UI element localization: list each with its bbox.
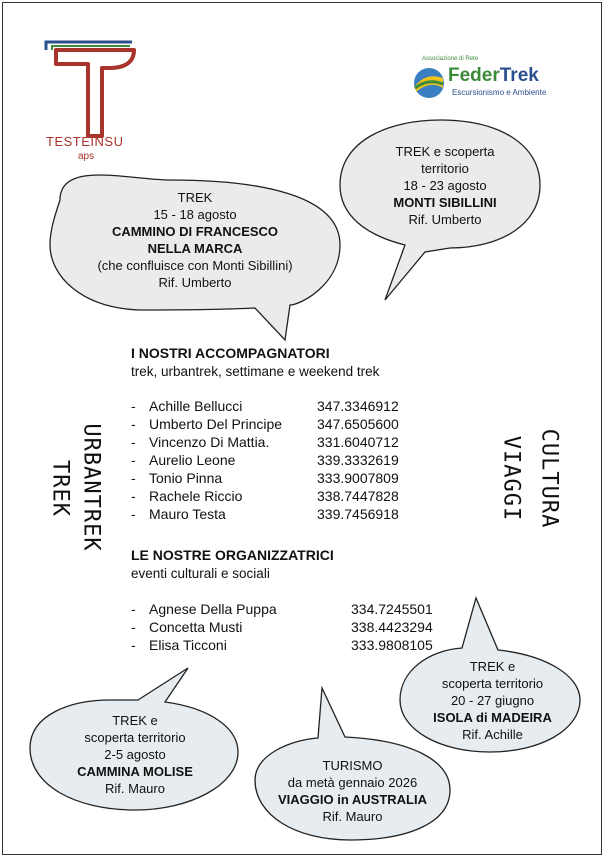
testeinsu-sub: aps bbox=[78, 151, 95, 162]
bubble-bottom-left-line5: Rif. Mauro bbox=[105, 781, 165, 796]
list-dash: - bbox=[131, 619, 136, 635]
bubble-bottom-center-line3: VIAGGIO in AUSTRALIA bbox=[277, 792, 428, 807]
bubble-bottom-left-line2: scoperta territorio bbox=[84, 730, 186, 745]
list-item bbox=[131, 434, 461, 452]
list-item bbox=[131, 506, 461, 524]
bubble-bottom-left bbox=[40, 712, 230, 797]
phone-number: 338.4423294 bbox=[351, 619, 433, 635]
list-dash: - bbox=[131, 398, 136, 414]
list-item bbox=[131, 452, 461, 470]
list-dash: - bbox=[131, 416, 136, 432]
list-dash: - bbox=[131, 452, 136, 468]
bubble-top-right-line2: territorio bbox=[421, 161, 469, 176]
bubble-top-left bbox=[60, 189, 330, 291]
list-dash: - bbox=[131, 434, 136, 450]
bubble-top-left-line2: 15 - 18 agosto bbox=[153, 207, 237, 222]
organizers-subtitle: eventi culturali e sociali bbox=[131, 566, 270, 581]
bubble-bottom-right-line4: ISOLA di MADEIRA bbox=[433, 710, 552, 725]
federtrek-name-a: Feder bbox=[448, 65, 500, 86]
phone-number: 339.3332619 bbox=[317, 452, 399, 468]
bubble-top-right-line5: Rif. Umberto bbox=[408, 212, 482, 227]
bubble-bottom-center-line2: da metà gennaio 2026 bbox=[287, 775, 418, 790]
phone-number: 339.7456918 bbox=[317, 506, 399, 522]
federtrek-top-small: Associazione di Rete bbox=[422, 56, 479, 62]
list-item bbox=[131, 416, 461, 434]
organizers-title: LE NOSTRE ORGANIZZATRICI bbox=[131, 547, 334, 563]
person-name: Umberto Del Principe bbox=[149, 416, 283, 432]
bubble-bottom-center-line1: TURISMO bbox=[322, 758, 383, 773]
bubble-top-right bbox=[355, 143, 535, 228]
bubble-bottom-left-line3: 2-5 agosto bbox=[104, 747, 166, 762]
list-item bbox=[131, 619, 461, 637]
bubble-top-left-line4: NELLA MARCA bbox=[147, 241, 243, 256]
guides-title: I NOSTRI ACCOMPAGNATORI bbox=[131, 345, 330, 361]
person-name: Concetta Musti bbox=[149, 619, 243, 635]
bubble-top-left-line1: TREK bbox=[177, 190, 213, 205]
bubble-bottom-center bbox=[260, 757, 445, 825]
guides-subtitle: trek, urbantrek, settimane e weekend trek bbox=[131, 364, 380, 379]
bubble-bottom-center-line4: Rif. Mauro bbox=[322, 809, 383, 824]
phone-number: 331.6040712 bbox=[317, 434, 399, 450]
bubble-bottom-right bbox=[410, 658, 575, 743]
federtrek-tagline: Escursionismo e Ambiente bbox=[452, 88, 547, 97]
list-item bbox=[131, 488, 461, 506]
list-item bbox=[131, 398, 461, 416]
phone-number: 347.6505600 bbox=[317, 416, 399, 432]
bubble-bottom-right-line5: Rif. Achille bbox=[462, 727, 523, 742]
phone-number: 333.9007809 bbox=[317, 470, 399, 486]
phone-number: 347.3346912 bbox=[317, 398, 399, 414]
list-dash: - bbox=[131, 637, 136, 653]
list-item bbox=[131, 601, 461, 619]
bubble-bottom-right-line2: scoperta territorio bbox=[441, 676, 544, 691]
list-dash: - bbox=[131, 601, 136, 617]
person-name: Aurelio Leone bbox=[149, 452, 236, 468]
phone-number: 334.7245501 bbox=[351, 601, 433, 617]
side-label-trek: TREK bbox=[47, 460, 73, 517]
list-item bbox=[131, 637, 461, 655]
list-dash: - bbox=[131, 506, 136, 522]
bubble-bottom-right-line3: 20 - 27 giugno bbox=[450, 693, 535, 708]
bubble-top-right-line3: 18 - 23 agosto bbox=[403, 178, 487, 193]
person-name: Mauro Testa bbox=[149, 506, 226, 522]
person-name: Elisa Ticconi bbox=[149, 637, 227, 653]
bubble-top-left-line5: (che confluisce con Monti Sibillini) bbox=[97, 258, 293, 273]
bubble-top-left-line3: CAMMINO DI FRANCESCO bbox=[111, 224, 279, 239]
bubble-top-right-line4: MONTI SIBILLINI bbox=[393, 195, 497, 210]
bubble-bottom-left-line4: CAMMINA MOLISE bbox=[77, 764, 193, 779]
side-label-urbantrek: URBANTREK bbox=[78, 423, 104, 552]
phone-number: 333.9808105 bbox=[351, 637, 433, 653]
person-name: Tonio Pinna bbox=[149, 470, 223, 486]
bubble-bottom-right-line1: TREK e bbox=[469, 659, 516, 674]
person-name: Agnese Della Puppa bbox=[149, 601, 277, 617]
list-dash: - bbox=[131, 488, 136, 504]
bubble-top-right-line1: TREK e scoperta bbox=[395, 144, 495, 159]
list-item bbox=[131, 470, 461, 488]
federtrek-name-b: Trek bbox=[499, 65, 539, 86]
testeinsu-name: TESTEINSU bbox=[46, 134, 124, 149]
person-name: Achille Bellucci bbox=[149, 398, 243, 414]
phone-number: 338.7447828 bbox=[317, 488, 399, 504]
side-label-cultura: CULTURA bbox=[536, 428, 562, 529]
bubble-bottom-left-line1: TREK e bbox=[112, 713, 158, 728]
bubble-top-left-line6: Rif. Umberto bbox=[158, 275, 232, 290]
person-name: Vincenzo Di Mattia. bbox=[149, 434, 270, 450]
person-name: Rachele Riccio bbox=[149, 488, 243, 504]
side-label-viaggi: VIAGGI bbox=[498, 435, 524, 522]
list-dash: - bbox=[131, 470, 136, 486]
